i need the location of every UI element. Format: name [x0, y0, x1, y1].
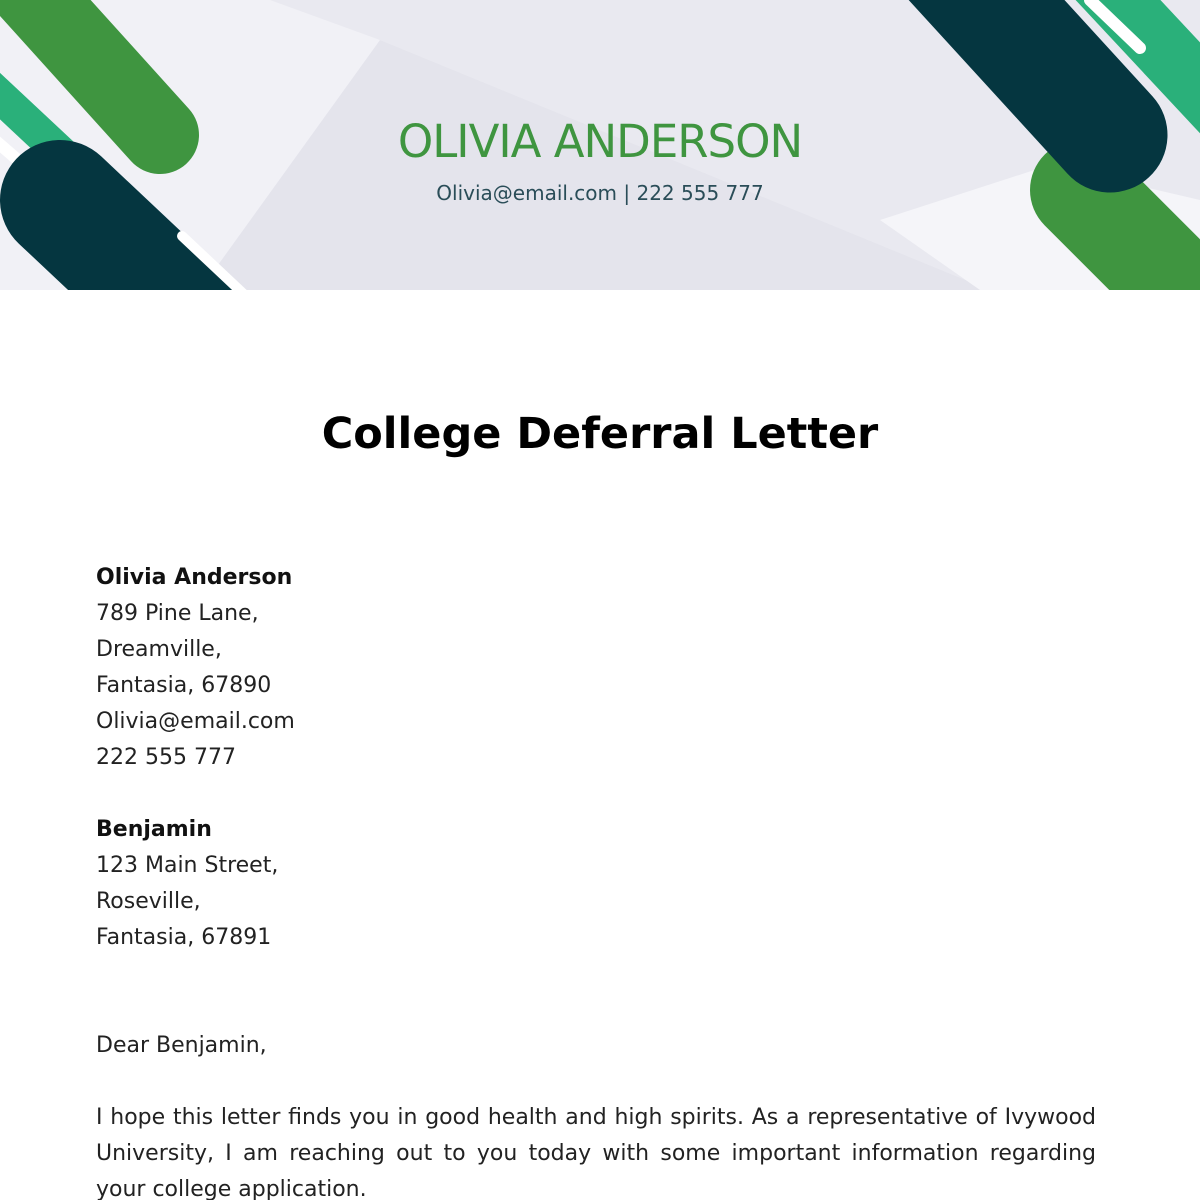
sender-address-line: Fantasia, 67890 — [96, 673, 272, 698]
sender-address-line: 789 Pine Lane, — [96, 601, 259, 626]
body-paragraph: I hope this letter finds you in good health and high spirits. As a representative of Ivywood University, I am reaching out to you today with some important information regarding your college application. — [96, 1105, 1096, 1200]
recipient-address-line: 123 Main Street, — [96, 853, 279, 878]
letterhead-contact: Olivia@email.com | 222 555 777 — [436, 181, 764, 205]
recipient-address-line: Roseville, — [96, 889, 201, 914]
salutation-text: Dear Benjamin, — [96, 1033, 267, 1058]
sender-address-line: Dreamville, — [96, 637, 222, 662]
letterhead-name: OLIVIA ANDERSON — [397, 115, 803, 168]
salutation — [96, 1028, 1100, 1064]
sender-phone: 222 555 777 — [96, 745, 236, 770]
recipient-address-line: Fantasia, 67891 — [96, 925, 272, 950]
sender-name: Olivia Anderson — [96, 565, 293, 590]
document-title: College Deferral Letter — [321, 409, 879, 459]
recipient-name: Benjamin — [96, 817, 212, 842]
sender-email: Olivia@email.com — [96, 709, 295, 734]
recipient-address-block — [96, 812, 1100, 956]
sender-address-block — [96, 560, 1100, 776]
letterhead-banner — [0, 0, 1200, 290]
